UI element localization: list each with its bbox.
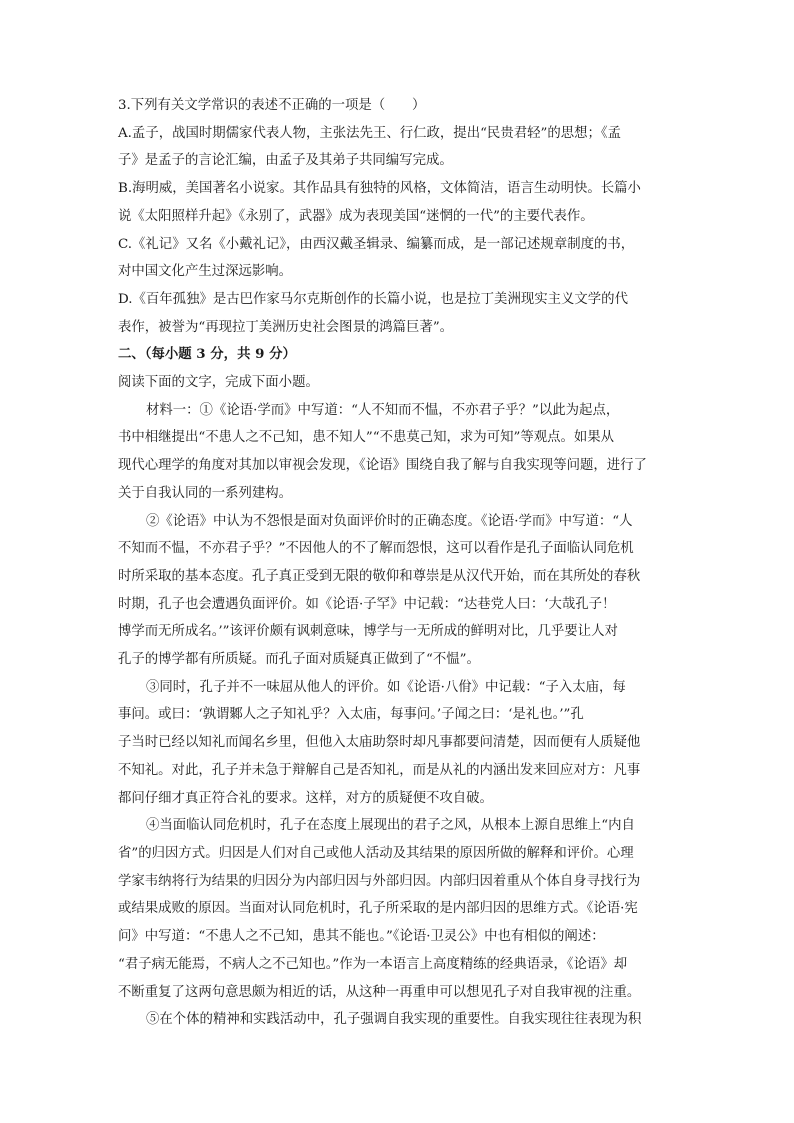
text-line: ④当面临认同危机时，孔子在态度上展现出的君子之风，从根本上源自思维上“内自: [146, 818, 635, 834]
text-line: 时期，孔子也会遭遇负面评价。如《论语·子罕》中记载：“达巷党人曰：‘大哉孔子！: [118, 596, 616, 612]
text-line: 都问仔细才真正符合礼的要求。这样，对方的质疑便不攻自破。: [118, 790, 493, 806]
text-line: C.《礼记》又名《小戴礼记》，由西汉戴圣辑录、编纂而成，是一部记述规章制度的书，: [118, 236, 635, 252]
text-line: ⑤在个体的精神和实践活动中，孔子强调自我实现的重要性。自我实现往往表现为积: [146, 1012, 642, 1028]
text-line: 关于自我认同的一系列建构。: [118, 485, 293, 501]
text-line: 材料一：①《论语·学而》中写道：“人不知而不愠，不亦君子乎？”以此为起点，: [146, 402, 620, 418]
text-line: 书中相继提出“不患人之不己知，患不知人”“不患莫己知，求为可知”等观点。如果从: [118, 430, 615, 446]
text-line: 子》是孟子的言论汇编，由孟子及其弟子共同编写完成。: [118, 153, 453, 169]
text-line: 问》中写道：“不患人之不己知，患其不能也。”《论语·卫灵公》中也有相似的阐述：: [118, 929, 605, 945]
text-line: ③同时，孔子并不一味屈从他人的评价。如《论语·八佾》中记载：“子入太庙，每: [146, 679, 626, 695]
text-line: ②《论语》中认为不怨恨是面对负面评价时的正确态度。《论语·学而》中写道：“人: [146, 513, 633, 529]
text-line: 不断重复了这两句意思颇为相近的话，从这种一再重申可以想见孔子对自我审视的注重。: [118, 984, 641, 1000]
text-line: 子当时已经以知礼而闻名乡里，但他入太庙助祭时却凡事都要问清楚，因而便有人质疑他: [118, 735, 641, 751]
text-line: 现代心理学的角度对其加以审视会发现，《论语》围绕自我了解与自我实现等问题，进行了: [118, 458, 647, 474]
text-line: 博学而无所成名。’”该评价颇有讽刺意味，博学与一无所成的鲜明对比，几乎要让人对: [118, 624, 618, 640]
text-line: A.孟子，战国时期儒家代表人物，主张法先王、行仁政，提出“民贵君轻”的思想；《孟: [118, 125, 621, 141]
text-line: D.《百年孤独》是古巴作家马尔克斯创作的长篇小说，也是拉丁美洲现实主义文学的代: [118, 291, 628, 307]
text-line: 说《太阳照样升起》《永别了，武器》成为表现美国“迷惘的一代”的主要代表作。: [118, 208, 594, 224]
text-line: 学家韦纳将行为结果的归因分为内部归因与外部归因。内部归因着重从个体自身寻找行为: [118, 873, 641, 889]
text-line: 阅读下面的文字，完成下面小题。: [118, 375, 319, 391]
text-line: 不知礼。对此，孔子并未急于辩解自己是否知礼，而是从礼的内涵出发来回应对方：凡事: [118, 762, 641, 778]
text-line: 3.下列有关文学常识的表述不正确的一项是（ ）: [118, 98, 426, 113]
section-heading: 二、（每小题 3 分，共 9 分）: [118, 346, 296, 363]
text-line: 事问。或曰：‘孰谓鄹人之子知礼乎？入太庙，每事问。’子闻之曰：‘是礼也。’”孔: [118, 707, 584, 723]
text-line: 孔子的博学都有所质疑。而孔子面对质疑真正做到了“不愠”。: [118, 652, 480, 668]
text-line: B.海明威，美国著名小说家。其作品具有独特的风格，文体简洁，语言生动明快。长篇小: [118, 181, 641, 197]
text-line: 不知而不愠，不亦君子乎？”不因他人的不了解而怨恨，这可以看作是孔子面临认同危机: [118, 541, 634, 557]
text-line: 对中国文化产生过深远影响。: [118, 264, 293, 280]
text-line: 时所采取的基本态度。孔子真正受到无限的敬仰和尊崇是从汉代开始，而在其所处的春秋: [118, 568, 641, 584]
document-page: [118, 92, 678, 1034]
text-line: 省”的归因方式。归因是人们对自己或他人活动及其结果的原因所做的解释和评价。心理: [118, 845, 634, 861]
text-line: 或结果成败的原因。当面对认同危机时，孔子所采取的是内部归因的思维方式。《论语·宪: [118, 901, 638, 917]
text-line: “君子病无能焉，不病人之不己知也。”作为一本语言上高度精练的经典语录，《论语》却: [118, 956, 628, 972]
text-line: 表作，被誉为“再现拉丁美洲历史社会图景的鸿篇巨著”。: [118, 319, 454, 335]
